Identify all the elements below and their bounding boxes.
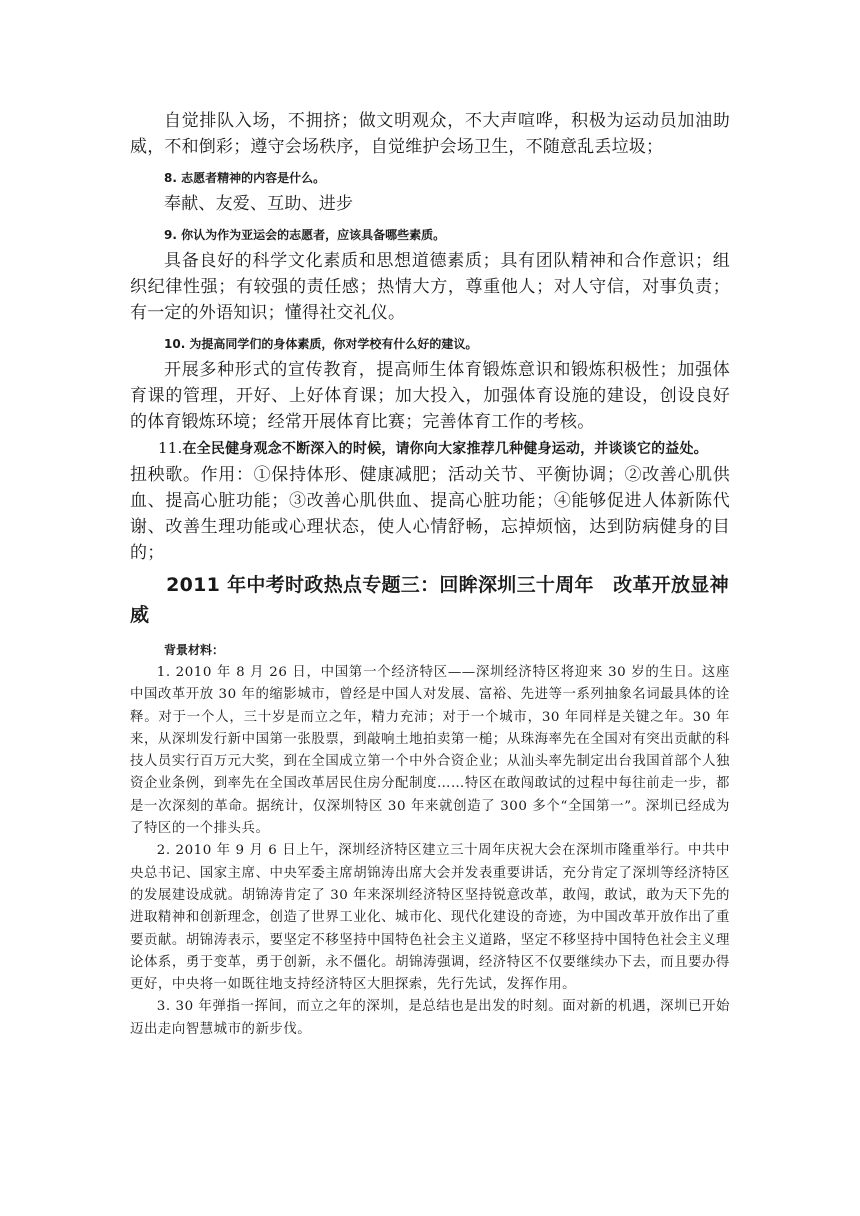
question-11-number: 11. (158, 439, 183, 457)
answer-10: 开展多种形式的宣传教育，提高师生体育锻炼意识和锻炼积极性；加强体育课的管理，开好、上好体育课；加大投入，加强体育设施的建设，创设良好的体育锻炼环境；经常开展体育比赛；完善体育工作的考核。 (130, 360, 730, 432)
background-paragraph-2: 2. 2010 年 9 月 6 日上午，深圳经济特区建立三十周年庆祝大会在深圳市隆重举行。中共中央总书记、国家主席、中央军委主席胡锦涛出席大会并发表重要讲话，充分肯定了深圳等经济特区的发展建设成就。胡锦涛肯定了 30 年来深圳经济特区坚持锐意改革，敢闯，敢试，敢为天下先的进取精神和创新理念，创造了世界工业化、城市化、现代化建设的奇迹，为中国改革开放作出了重要贡献。胡锦涛表示，要坚定不移坚持中国特色社会主义道路，坚定不移坚持中国特色社会主义理论体系，勇于变革，勇于创新，永不僵化。胡锦涛强调，经济特区不仅要继续办下去，而且要办得更好，中央将一如既往地支持经济特区大胆探索，先行先试，发挥作用。 (130, 843, 730, 993)
question-11-text: 在全民健身观念不断深入的时候，请你向大家推荐几种健身运动，并谈谈它的益处。 (182, 441, 708, 457)
section-title: 2011 年中考时政热点专题三：回眸深圳三十周年 改革开放显神威 (130, 574, 729, 626)
background-label: 背景材料： (164, 643, 225, 657)
answer-8: 奉献、友爱、互助、进步 (164, 194, 354, 214)
question-11 (130, 435, 730, 462)
page-content (130, 108, 730, 1041)
answer-9: 具备良好的科学文化素质和思想道德素质；具有团队精神和合作意识；组织纪律性强；有较强的责任感；热情大方，尊重他人；对人守信，对事负责；有一定的外语知识；懂得社交礼仪。 (130, 251, 730, 323)
question-9: 9. 你认为作为亚运会的志愿者，应该具备哪些素质。 (164, 228, 446, 242)
question-8: 8. 志愿者精神的内容是什么。 (164, 171, 326, 185)
question-10: 10. 为提高同学们的身体素质，你对学校有什么好的建议。 (164, 337, 478, 351)
answer-11: 扭秧歌。作用：①保持体形、健康减肥；活动关节、平衡协调；②改善心肌供血、提高心脏功能；③改善心肌供血、提高心脏功能；④能够促进人体新陈代谢、改善生理功能或心理状态，使人心情舒畅，忘掉烦恼，达到防病健身的目的； (130, 465, 730, 563)
answer-7-continuation: 自觉排队入场，不拥挤；做文明观众，不大声喧哗，积极为运动员加油助威，不和倒彩；遵守会场秩序，自觉维护会场卫生，不随意乱丢垃圾； (130, 111, 730, 157)
background-paragraph-1: 1. 2010 年 8 月 26 日，中国第一个经济特区——深圳经济特区将迎来 30 岁的生日。这座中国改革开放 30 年的缩影城市，曾经是中国人对发展、富裕、先进等一系列抽象名词最具体的诠释。对于一个人，三十岁是而立之年，精力充沛；对于一个城市，30 年同样是关键之年。30 年来，从深圳发行新中国第一张股票，到敲响土地拍卖第一槌；从珠海率先在全国对有突出贡献的科技人员实行百万元大奖，到在全国成立第一个中外合资企业；从汕头率先制定出台我国首部个人独资企业条例，到率先在全国改革居民住房分配制度……特区在敢闯敢试的过程中每往前走一步，都是一次深刻的革命。据统计，仅深圳特区 30 年来就创造了 300 多个“全国第一”。深圳已经成为了特区的一个排头兵。 (130, 665, 730, 837)
background-paragraph-3: 3. 30 年弹指一挥间，而立之年的深圳，是总结也是出发的时刻。面对新的机遇，深圳已开始迈出走向智慧城市的新步伐。 (130, 999, 730, 1037)
